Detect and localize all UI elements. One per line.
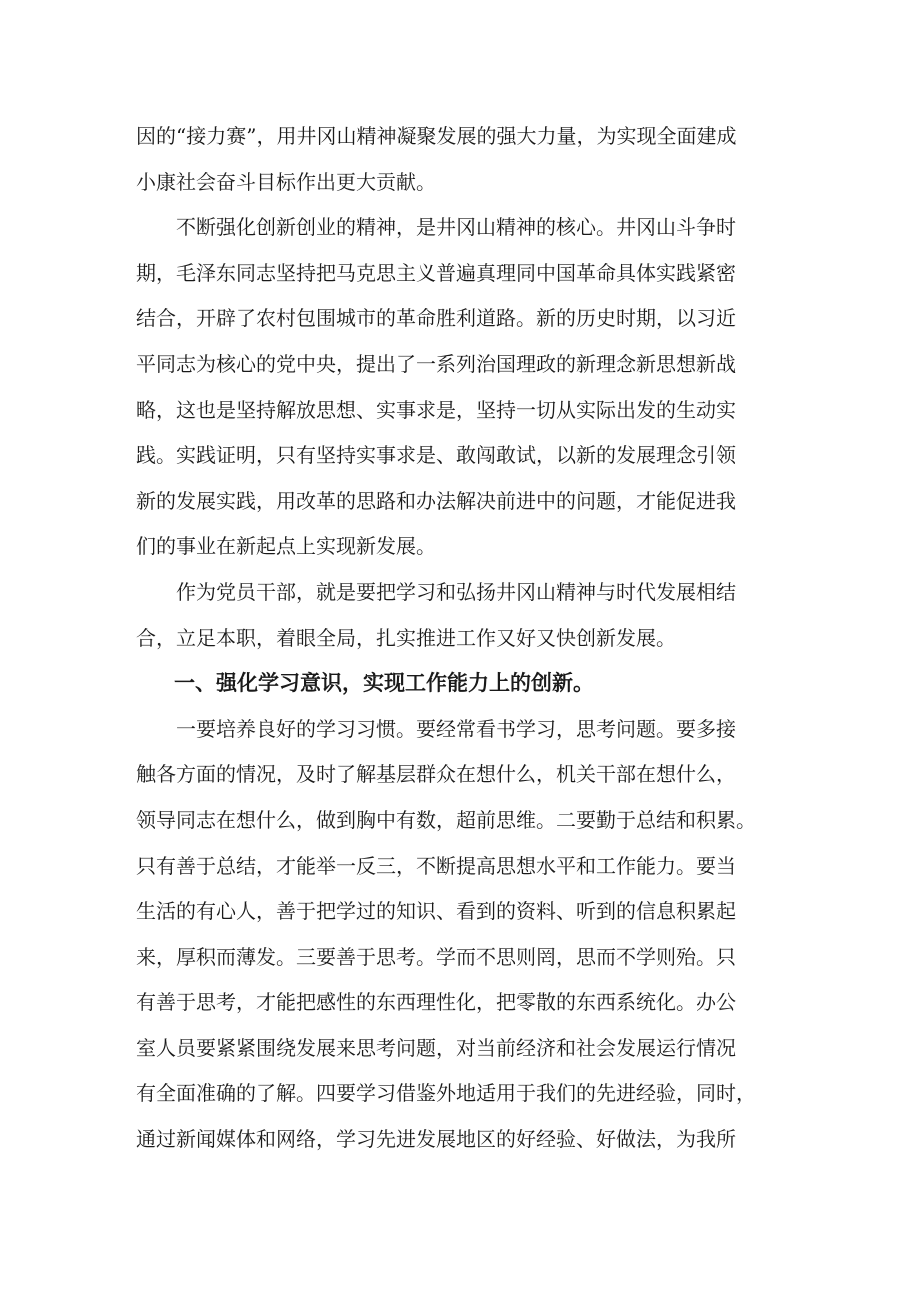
document-body	[136, 114, 800, 1163]
text-line: 合，立足本职，着眼全局，扎实推进工作又好又快创新发展。	[136, 625, 676, 650]
text-line: 小康社会奋斗目标作出更大贡献。	[136, 169, 436, 194]
text-line: 践。实践证明，只有坚持实事求是、敢闯敢试，以新的发展理念引领	[136, 443, 736, 468]
paragraph-start-line: 不断强化创新创业的精神，是井冈山精神的核心。井冈山斗争时	[176, 215, 736, 240]
section-heading: 一、强化学习意识，实现工作能力上的创新。	[174, 671, 594, 696]
text-line: 通过新闻媒体和网络，学习先进发展地区的好经验、好做法，为我所	[136, 1127, 736, 1152]
text-line: 新的发展实践，用改革的思路和办法解决前进中的问题，才能促进我	[136, 488, 736, 513]
text-line: 生活的有心人，善于把学过的知识、看到的资料、听到的信息积累起	[136, 899, 736, 924]
text-line: 结合，开辟了农村包围城市的革命胜利道路。新的历史时期，以习近	[136, 306, 736, 331]
text-line: 有善于思考，才能把感性的东西理性化，把零散的东西系统化。办公	[136, 990, 736, 1015]
paragraph-start-line: 一要培养良好的学习习惯。要经常看书学习，思考问题。要多接	[176, 716, 736, 741]
text-line: 领导同志在想什么，做到胸中有数，超前思维。二要勤于总结和积累。	[136, 807, 756, 832]
text-line: 只有善于总结，才能举一反三，不断提高思想水平和工作能力。要当	[136, 853, 736, 878]
text-line: 室人员要紧紧围绕发展来思考问题，对当前经济和社会发展运行情况	[136, 1035, 736, 1060]
paragraph-start-line: 作为党员干部，就是要把学习和弘扬井冈山精神与时代发展相结	[176, 579, 736, 604]
text-line: 有全面准确的了解。四要学习借鉴外地适用于我们的先进经验，同时，	[136, 1081, 756, 1106]
text-line: 来，厚积而薄发。三要善于思考。学而不思则罔，思而不学则殆。只	[136, 944, 736, 969]
text-line: 平同志为核心的党中央，提出了一系列治国理政的新理念新思想新战	[136, 351, 736, 376]
text-line: 期，毛泽东同志坚持把马克思主义普遍真理同中国革命具体实践紧密	[136, 260, 736, 285]
text-line: 触各方面的情况，及时了解基层群众在想什么，机关干部在想什么，	[136, 762, 736, 787]
text-line: 因的“接力赛”，用井冈山精神凝聚发展的强大力量，为实现全面建成	[136, 124, 737, 148]
text-line: 略，这也是坚持解放思想、实事求是，坚持一切从实际出发的生动实	[136, 397, 736, 422]
text-line: 们的事业在新起点上实现新发展。	[136, 534, 436, 559]
